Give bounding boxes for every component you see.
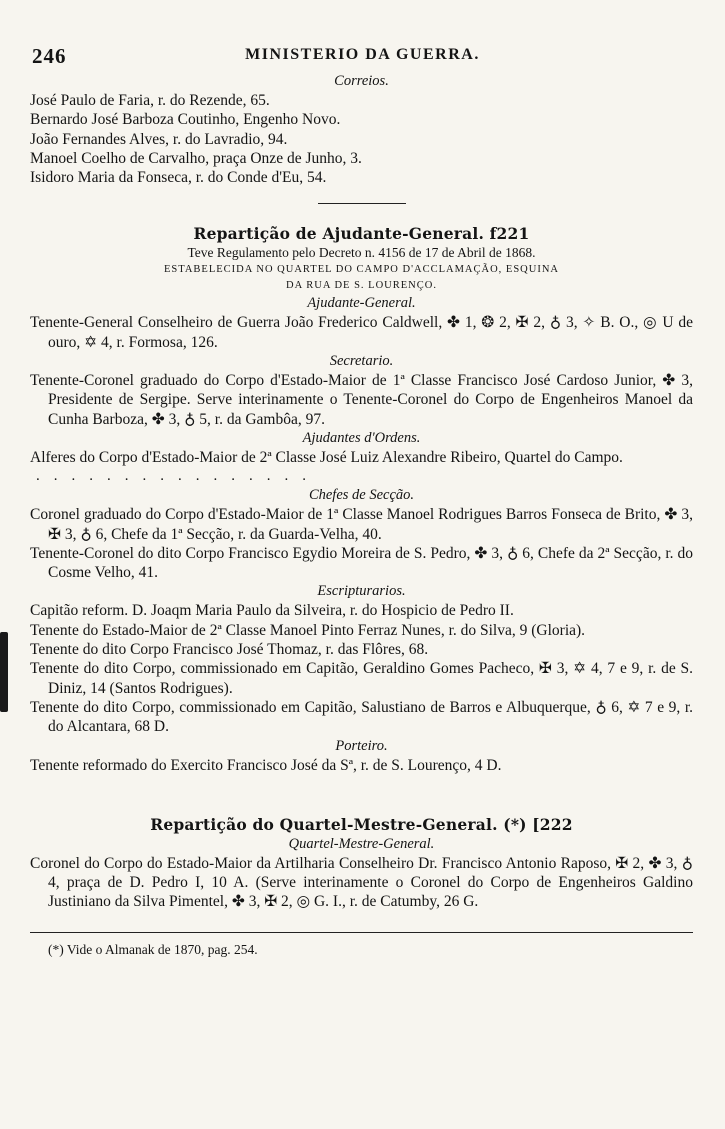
quartel-mestre-entry: Coronel do Corpo do Estado-Maior da Artilharia Conselheiro Dr. Francisco Antonio Raposo, ✠ 2, ✤ 3, ♁ 4, praça de D. Pedro I, 10 A. (Serve interinamente o Coronel do Corpo de Engenheiros Galdino Justiniano da Silva Pimentel, ✤ 3, ✠ 2, ◎ G. I., r. de Catumby, 26 G. (30, 854, 693, 911)
location-line: DA RUA DE S. LOURENÇO. (286, 280, 437, 292)
regulation-note: Teve Regulamento pelo Decreto n. 4156 de 17 de Abril de 1868. (187, 245, 536, 261)
escripturario-entry: Tenente do dito Corpo Francisco José Thomaz, r. das Flôres, 68. (30, 641, 429, 659)
subheading-secretario: Secretario. (329, 353, 394, 370)
correios-heading: Correios. (334, 73, 389, 89)
subheading-ajudantes-ordens: Ajudantes d'Ordens. (302, 429, 421, 446)
page-body (30, 72, 693, 959)
subheading-ajudante-general: Ajudante-General. (307, 295, 416, 312)
footnote-rule (30, 932, 693, 933)
page-header (32, 44, 693, 66)
running-title: MINISTERIO DA GUERRA. (245, 46, 480, 63)
correios-entry: José Paulo de Faria, r. do Rezende, 65. (30, 92, 270, 109)
correios-entry: Bernardo José Barboza Coutinho, Engenho Novo. (30, 111, 341, 129)
subheading-porteiro: Porteiro. (335, 737, 388, 754)
subheading-escripturarios: Escripturarios. (317, 583, 406, 600)
ajudantes-ordens-entry: Alferes do Corpo d'Estado-Maior de 2ª Classe José Luiz Alexandre Ribeiro, Quartel do Campo. (30, 448, 623, 466)
correios-entry: Isidoro Maria da Fonseca, r. do Conde d'Eu, 54. (30, 169, 327, 187)
subheading-chefes: Chefes de Secção. (308, 487, 415, 504)
location-line: ESTABELECIDA NO QUARTEL DO CAMPO D'ACCLAMAÇÃO, ESQUINA (164, 264, 559, 276)
footnote: (*) Vide o Almanak de 1870, pag. 254. (48, 941, 258, 957)
correios-entry: Manoel Coelho de Carvalho, praça Onze de Junho, 3. (30, 149, 362, 167)
escripturario-entry: Capitão reform. D. Joaqm Maria Paulo da Silveira, r. do Hospicio de Pedro II. (30, 602, 514, 620)
ajudante-general-entry: Tenente-General Conselheiro de Guerra João Frederico Caldwell, ✤ 1, ❂ 2, ✠ 2, ♁ 3, ✧ B. O., ◎ U de ouro, ✡ 4, r. Formosa, 126. (30, 314, 693, 351)
dotted-leader: ................ (36, 468, 320, 485)
section-divider (318, 203, 406, 204)
porteiro-entry: Tenente reformado do Exercito Francisco José da Sª, r. de S. Lourenço, 4 D. (30, 756, 502, 774)
chefe-entry: Tenente-Coronel do dito Corpo Francisco Egydio Moreira de S. Pedro, ✤ 3, ♁ 6, Chefe da 2ª Secção, r. do Cosme Velho, 41. (30, 544, 693, 582)
section-title-quartel-mestre: Repartição do Quartel-Mestre-General. (*) [222 (150, 814, 573, 834)
chefe-entry: Coronel graduado do Corpo d'Estado-Maior de 1ª Classe Manoel Rodrigues Barros Fonseca de Brito, ✤ 3, ✠ 3, ♁ 6, Chefe da 1ª Secção, r. da Guarda-Velha, 40. (30, 506, 693, 543)
escripturario-entry: Tenente do Estado-Maior de 2ª Classe Manoel Pinto Ferraz Nunes, r. do Silva, 9 (Gloria). (30, 621, 586, 639)
secretario-entry: Tenente-Coronel graduado do Corpo d'Estado-Maior de 1ª Classe Francisco José Cardoso Junior, ✤ 3, Presidente de Sergipe. Serve interinamente o Tenente-Coronel do Corpo de Engenheiros Manoel da Cunha Barboza, ✤ 3, ♁ 5, r. da Gambôa, 97. (30, 372, 693, 428)
correios-entry: João Fernandes Alves, r. do Lavradio, 94. (30, 130, 288, 148)
margin-ink-mark (0, 632, 8, 712)
escripturario-entry: Tenente do dito Corpo, commissionado em Capitão, Salustiano de Barros e Albuquerque, ♁ 6, ✡ 7 e 9, r. do Alcantara, 68 D. (30, 698, 693, 736)
escripturario-entry: Tenente do dito Corpo, commissionado em Capitão, Geraldino Gomes Pacheco, ✠ 3, ✡ 4, 7 e 9, r. de S. Diniz, 14 (Santos Rodrigues). (30, 660, 693, 697)
page-number: 246 (32, 44, 67, 68)
subheading-quartel-mestre: Quartel-Mestre-General. (288, 835, 435, 852)
section-title-ajudante: Repartição de Ajudante-General. f221 (193, 224, 530, 244)
